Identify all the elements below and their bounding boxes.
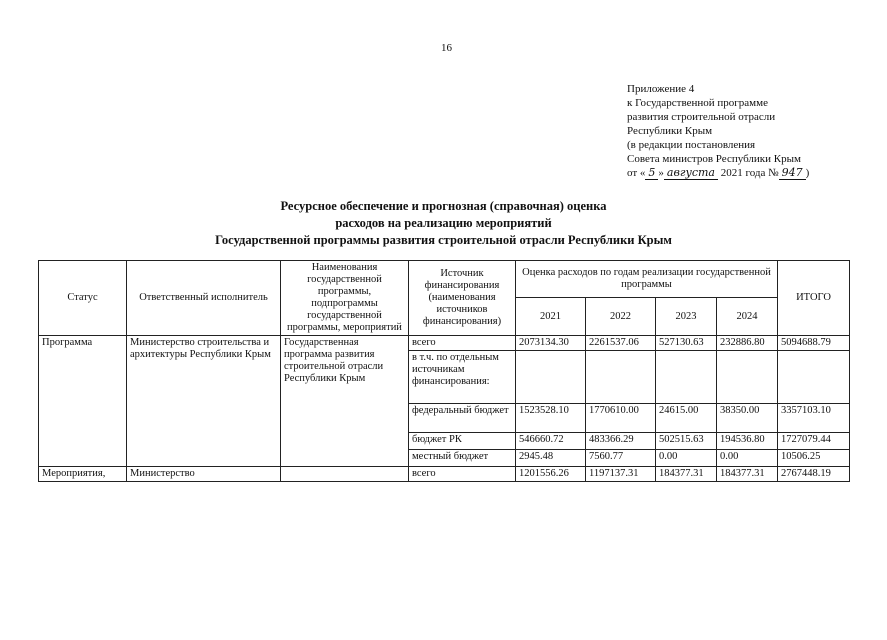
appendix-line: Приложение 4 — [627, 83, 695, 95]
appendix-line: (в редакции постановления — [627, 139, 756, 151]
resources-table — [38, 260, 850, 482]
total-cell: 10506.25 — [778, 450, 850, 467]
value-cell: 184377.31 — [717, 467, 778, 482]
appendix-line: развития строительной отрасли — [627, 111, 776, 123]
source-cell: федеральный бюджет — [409, 404, 516, 433]
value-cell: 546660.72 — [516, 433, 586, 450]
total-cell — [778, 351, 850, 404]
value-cell: 1523528.10 — [516, 404, 586, 433]
document-title — [0, 198, 887, 249]
value-cell: 2945.48 — [516, 450, 586, 467]
value-cell: 2073134.30 — [516, 336, 586, 351]
date-prefix: от « — [627, 167, 646, 179]
value-cell: 1197137.31 — [586, 467, 656, 482]
program-name-cell — [281, 467, 409, 482]
header-total: ИТОГО — [778, 261, 850, 336]
executor-cell: Министерство — [127, 467, 281, 482]
total-cell: 5094688.79 — [778, 336, 850, 351]
value-cell: 0.00 — [717, 450, 778, 467]
table-row — [39, 467, 850, 482]
program-name-cell: Государственная программа развития строительной отрасли Республики Крым — [281, 336, 409, 467]
executor-cell: Министерство строительства и архитектуры Республики Крым — [127, 336, 281, 467]
source-cell: в т.ч. по отдельным источникам финансирования: — [409, 351, 516, 404]
appendix-line: к Государственной программе — [627, 97, 768, 109]
value-cell: 232886.80 — [717, 336, 778, 351]
value-cell: 502515.63 — [656, 433, 717, 450]
appendix-line: Совета министров Республики Крым — [627, 153, 801, 165]
date-suffix: ) — [805, 167, 810, 179]
header-year: 2023 — [656, 298, 717, 336]
date-month: августа — [664, 167, 718, 180]
value-cell: 1770610.00 — [586, 404, 656, 433]
source-cell: всего — [409, 336, 516, 351]
total-cell: 3357103.10 — [778, 404, 850, 433]
value-cell: 38350.00 — [717, 404, 778, 433]
header-year: 2024 — [717, 298, 778, 336]
header-year: 2021 — [516, 298, 586, 336]
title-line: Ресурсное обеспечение и прогнозная (справочная) оценка — [280, 199, 607, 213]
value-cell: 527130.63 — [656, 336, 717, 351]
header-status: Статус — [39, 261, 127, 336]
status-cell: Мероприятия, — [39, 467, 127, 482]
header-year: 2022 — [586, 298, 656, 336]
title-line: Государственной программы развития строительной отрасли Республики Крым — [215, 233, 672, 247]
value-cell: 184377.31 — [656, 467, 717, 482]
appendix-date-line — [627, 166, 809, 180]
table-row — [39, 336, 850, 351]
value-cell: 7560.77 — [586, 450, 656, 467]
value-cell: 483366.29 — [586, 433, 656, 450]
appendix-block — [627, 82, 809, 180]
total-cell: 2767448.19 — [778, 467, 850, 482]
date-mid: » — [658, 167, 664, 179]
source-cell: всего — [409, 467, 516, 482]
source-cell: бюджет РК — [409, 433, 516, 450]
status-cell: Программа — [39, 336, 127, 467]
value-cell: 1201556.26 — [516, 467, 586, 482]
header-source: Источник финансирования (наименования источников финансирования) — [409, 261, 516, 336]
value-cell: 2261537.06 — [586, 336, 656, 351]
value-cell — [717, 351, 778, 404]
date-year-text: 2021 года № — [720, 167, 779, 179]
value-cell: 0.00 — [656, 450, 717, 467]
page-number: 16 — [441, 42, 452, 54]
value-cell — [586, 351, 656, 404]
total-cell: 1727079.44 — [778, 433, 850, 450]
appendix-line: Республики Крым — [627, 125, 713, 137]
value-cell: 24615.00 — [656, 404, 717, 433]
header-program-name: Наименования государственной программы, подпрограммы государственной программы, мероприятий — [281, 261, 409, 336]
value-cell: 194536.80 — [717, 433, 778, 450]
value-cell — [656, 351, 717, 404]
title-line: расходов на реализацию мероприятий — [335, 216, 552, 230]
header-executor: Ответственный исполнитель — [127, 261, 281, 336]
header-estimate: Оценка расходов по годам реализации государственной программы — [516, 261, 778, 298]
source-cell: местный бюджет — [409, 450, 516, 467]
date-day: 5 — [645, 167, 658, 180]
value-cell — [516, 351, 586, 404]
resolution-number: 947 — [779, 167, 806, 180]
